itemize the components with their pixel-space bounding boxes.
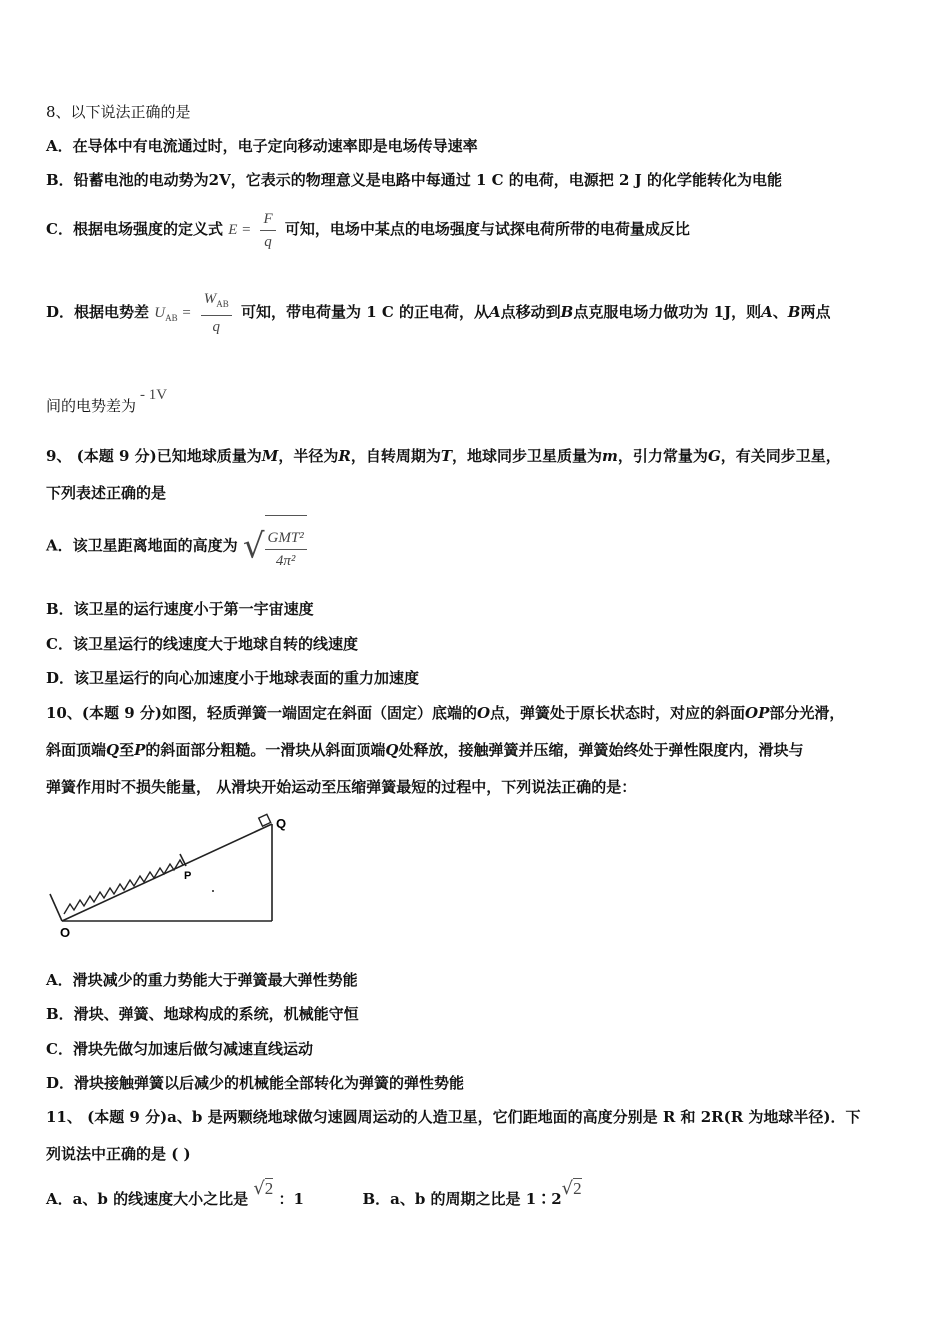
sqrt-icon: √ [242,526,265,567]
q10-stem-1b: 点，弹簧处于原长状态时，对应的斜面 [490,704,746,722]
slider-block [259,814,271,826]
q8-c-formula-lhs: E = [228,222,252,238]
q8-option-d-pre: D．根据电势差 [46,303,150,321]
q11-option-b-pre: B．a、b 的周期之比是 1∶2 [362,1190,562,1208]
q8-d-post-1: 可知，带电荷量为 1 C 的正电荷，从 [240,303,490,321]
figure-label-o: O [60,925,71,940]
q9-stem-4: ，地球同步卫星质量为 [452,447,603,465]
q9-option-d: D．该卫星运行的向心加速度小于地球表面的重力加速度 [46,669,420,687]
q9-a-sqrt-body [265,515,307,578]
q8-option-d [46,288,830,342]
q8-option-d-continued [46,386,167,427]
q9-a-den: 4π² [275,552,296,569]
q9-option-a [46,515,307,578]
q9-stem-continued: 下列表述正确的是 [46,484,167,502]
q8-d-post-2: 点移动到 [500,303,561,321]
q8-d-lhs-u: U [154,305,166,321]
q10-stem-2b: 至 [119,741,135,759]
q10-stem-2d: 处释放，接触弹簧并压缩，弹簧始终处于弹性限度内，滑块与 [398,741,804,759]
q9-a-fraction [265,527,307,572]
sqrt-icon: √2 [253,1178,274,1199]
q10-stem-line-1 [46,703,844,723]
q11-stem-continued: 列说法中正确的是 ( ) [46,1145,191,1163]
q10-option-c: C．滑块先做匀加速后做匀减速直线运动 [46,1040,313,1058]
q8-d-point-b: B [560,303,574,321]
q8-d-formula-lhs [154,305,191,321]
q8-c-formula-num: F [260,208,275,231]
q9-var-m-small: m [602,447,618,465]
q9-option-a-pre: A．该卫星距离地面的高度为 [46,536,238,555]
q8-d-post-3: 点克服电场力做功为 1J，则 [573,303,762,321]
q9-var-g: G [707,447,721,465]
q8-d-lhs-eq: = [177,305,192,321]
q8-option-b: B．铅蓄电池的电动势为2V，它表示的物理意义是电路中每通过 1 C 的电荷，电源把 2 J 的化学能转化为电能 [46,171,783,189]
q8-c-formula-den: q [264,233,272,250]
q8-d-point-a2: A [761,303,773,321]
q9-var-t: T [440,447,453,465]
q10-option-a: A．滑块减少的重力势能大于弹簧最大弹性势能 [46,971,358,989]
q10-point-q2: Q [385,741,399,759]
q8-d-num-w: W [203,291,217,307]
q8-stem: 8、以下说法正确的是 [46,103,191,121]
spring [64,860,183,914]
q9-var-r: R [338,447,351,465]
q11-options-row [46,1178,582,1216]
q10-point-o: O [476,704,491,722]
q9-stem-1: 9、 (本题 9 分)已知地球质量为 [46,447,262,465]
q10-stem-line-2 [46,740,804,760]
q8-d-lhs-sub: AB [165,313,178,323]
q10-point-p: P [134,741,146,759]
q9-stem-6: ，有关同步卫星， [720,447,841,465]
q9-stem-5: ，引力常量为 [617,447,708,465]
q8-option-c [46,205,690,254]
q8-option-c-post: 可知，电场中某点的电场强度与试探电荷所带的电荷量成反比 [284,220,690,238]
q8-d-value: - 1V [140,387,168,403]
q11-stem: 11、 (本题 9 分)a、b 是两颗绕地球做匀速圆周运动的人造卫星，它们距地面的高度分别是 R 和 2R(R 为地球半径)．下 [46,1108,861,1126]
q11-option-a-post: ：1 [278,1190,304,1208]
q10-segment-op: OP [745,704,770,722]
q9-option-b: B．该卫星的运行速度小于第一宇宙速度 [46,600,314,618]
incline-spring-figure [40,810,300,940]
q8-d-post-5: 两点 [800,303,831,321]
q9-var-m-big: M [261,447,279,465]
figure-label-p: P [184,870,192,882]
q8-d-formula-den: q [212,319,220,335]
q9-stem-3: ，自转周期为 [350,447,441,465]
q11-b-radicand: 2 [573,1179,582,1198]
q8-d-point-b2: B [787,303,801,321]
q8-d-point-a: A [489,303,501,321]
q10-option-d: D．滑块接触弹簧以后减少的机械能全部转化为弹簧的弹性势能 [46,1074,465,1092]
q10-stem-2a: 斜面顶端 [46,741,107,759]
sqrt-icon: √2 [561,1178,582,1199]
q10-stem-line-3: 弹簧作用时不损失能量， 从滑块开始运动至压缩弹簧最短的过程中，下列说法正确的是： [46,778,637,796]
fixed-wall [50,894,62,921]
q10-stem-1a: 10、(本题 9 分)如图，轻质弹簧一端固定在斜面（固定）底端的 [46,704,477,722]
q8-d-num-sub: AB [216,299,229,309]
q8-d-cont-text: 间的电势差为 [46,397,137,415]
q8-d-formula-num [201,288,232,316]
q10-stem-2c: 的斜面部分粗糙。一滑块从斜面顶端 [145,741,386,759]
q10-stem-1c: 部分光滑， [769,704,845,722]
q8-d-formula-fraction [201,288,232,338]
q8-c-formula-fraction [260,208,275,253]
q9-option-c: C．该卫星运行的线速度大于地球自转的线速度 [46,635,358,653]
q11-option-a-pre: A．a、b 的线速度大小之比是 [46,1190,249,1208]
q8-d-post-4: 、 [772,303,788,321]
q9-stem [46,446,841,466]
q9-stem-2: ，半径为 [278,447,339,465]
figure-label-q: Q [276,816,287,831]
q10-point-q: Q [106,741,120,759]
q8-option-c-pre: C．根据电场强度的定义式 [46,220,223,238]
q9-a-sqrt [243,515,307,578]
q8-option-a: A．在导体中有电流通过时，电子定向移动速率即是电场传导速率 [46,137,478,155]
q11-a-radicand: 2 [264,1179,274,1198]
q10-option-b: B．滑块、弹簧、地球构成的系统，机械能守恒 [46,1005,359,1023]
q9-a-num: GMT² [265,527,307,550]
figure-dot [212,890,214,892]
incline-surface [62,824,272,921]
